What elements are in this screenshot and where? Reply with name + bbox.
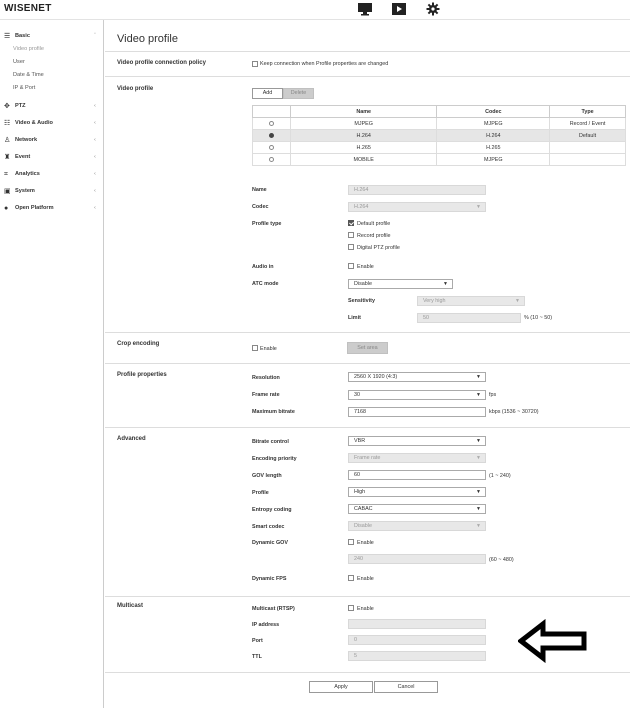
table-row[interactable]	[253, 130, 626, 142]
max-bitrate-range-text: kbps (1536 ~ 30720)	[489, 409, 539, 415]
sidebar-group-video-audio[interactable]	[0, 118, 104, 130]
profile-radio[interactable]	[269, 133, 274, 138]
chevron-left-icon: ‹	[94, 188, 96, 194]
gov-length-input[interactable]: 60	[348, 470, 486, 480]
section-profile-properties: Profile properties	[117, 372, 167, 378]
smart-codec-value: Disable	[354, 523, 372, 529]
record-profile-checkbox[interactable]	[348, 232, 354, 238]
sidebar-item-date-time[interactable]: Date & Time	[13, 72, 44, 78]
ip-address-label: IP address	[252, 622, 280, 628]
divider	[105, 76, 630, 77]
table-cell-type	[550, 142, 626, 154]
section-crop-encoding: Crop encoding	[117, 341, 160, 347]
dynamic-gov-checkbox[interactable]	[348, 539, 354, 545]
dynamic-gov-input[interactable]: 240	[348, 554, 486, 564]
codec-label: Codec	[252, 204, 269, 210]
move-icon: ✥	[4, 103, 10, 110]
frame-rate-unit: fps	[489, 392, 497, 398]
port-input[interactable]: 0	[348, 635, 486, 645]
default-profile-label: Default profile	[357, 221, 391, 227]
sidebar-group-label: Open Platform	[15, 205, 54, 211]
profile-radio[interactable]	[269, 121, 274, 126]
sensitivity-label: Sensitivity	[348, 298, 375, 304]
name-label: Name	[252, 187, 267, 193]
section-multicast: Multicast	[117, 603, 144, 609]
ttl-label: TTL	[252, 654, 262, 660]
frame-rate-value: 30	[354, 392, 360, 398]
atc-mode-select[interactable]	[348, 279, 453, 289]
smart-codec-label: Smart codec	[252, 524, 285, 530]
sidebar-group-label: PTZ	[15, 103, 26, 109]
table-header-select	[253, 106, 291, 118]
profile-type-label: Profile type	[252, 221, 282, 227]
dynamic-gov-range-text: (60 ~ 480)	[489, 557, 514, 563]
table-cell-type: Default	[550, 130, 626, 142]
table-cell-codec: H.264	[437, 130, 550, 142]
table-cell-name: MJPEG	[290, 118, 437, 130]
dropdown-caret-icon: ▼	[515, 298, 520, 304]
divider	[105, 51, 630, 52]
profile-select[interactable]	[348, 487, 486, 497]
max-bitrate-label: Maximum bitrate	[252, 409, 295, 415]
name-input[interactable]: H.264	[348, 185, 486, 195]
dropdown-caret-icon: ▼	[476, 523, 481, 529]
port-label: Port	[252, 638, 263, 644]
dropdown-caret-icon: ▼	[476, 489, 481, 495]
row-select-cell[interactable]	[253, 130, 291, 142]
table-header-type: Type	[550, 106, 626, 118]
monitor-icon[interactable]	[357, 2, 373, 16]
table-cell-codec: MJPEG	[437, 154, 550, 166]
top-bar	[0, 0, 630, 20]
play-icon[interactable]	[391, 2, 407, 16]
divider	[105, 672, 630, 673]
multicast-rtsp-checkbox[interactable]	[348, 605, 354, 611]
table-cell-name: MOBILE	[290, 154, 437, 166]
table-cell-type	[550, 154, 626, 166]
codec-value: H.264	[354, 204, 369, 210]
sidebar-group-event[interactable]	[0, 152, 104, 164]
main-content	[105, 20, 630, 708]
section-connection-policy: Video profile connection policy	[117, 60, 206, 66]
audio-in-enable-label: Enable	[357, 264, 374, 270]
divider	[105, 596, 630, 597]
bell-icon: ♜	[4, 154, 11, 161]
frame-rate-select[interactable]	[348, 390, 486, 400]
list-icon: ☰	[4, 33, 11, 40]
chevron-left-icon: ‹	[94, 103, 96, 109]
chevron-left-icon: ‹	[94, 154, 96, 160]
dropdown-caret-icon: ▼	[476, 455, 481, 461]
ip-address-input[interactable]	[348, 619, 486, 629]
set-area-button[interactable]: Set area	[347, 342, 388, 354]
sidebar-group-analytics[interactable]	[0, 169, 104, 181]
sidebar-item-video-profile[interactable]: Video profile	[13, 46, 44, 52]
chevron-up-icon: ˇ	[94, 33, 96, 39]
gov-length-range-text: (1 ~ 240)	[489, 473, 511, 479]
sidebar-group-label: System	[15, 188, 35, 194]
resolution-select[interactable]	[348, 372, 486, 382]
delete-button[interactable]: Delete	[283, 88, 314, 99]
table-header-name: Name	[290, 106, 437, 118]
add-button[interactable]: Add	[252, 88, 283, 99]
dynamic-fps-checkbox[interactable]	[348, 575, 354, 581]
row-select-cell[interactable]	[253, 142, 291, 154]
max-bitrate-input[interactable]: 7168	[348, 407, 486, 417]
crop-encoding-checkbox[interactable]	[252, 345, 258, 351]
profile-radio[interactable]	[269, 145, 274, 150]
ttl-input[interactable]: 5	[348, 651, 486, 661]
table-cell-codec: MJPEG	[437, 118, 550, 130]
divider	[105, 332, 630, 333]
profile-label: Profile	[252, 490, 269, 496]
dropdown-caret-icon: ▼	[476, 438, 481, 444]
multicast-enable-label: Enable	[357, 606, 374, 612]
digital-ptz-profile-checkbox[interactable]	[348, 244, 354, 250]
sidebar-group-label: Basic	[15, 33, 30, 39]
left-arrow-icon	[518, 619, 588, 663]
sidebar-group-ptz[interactable]	[0, 101, 104, 113]
digital-ptz-profile-label: Digital PTZ profile	[357, 245, 400, 251]
chevron-left-icon: ‹	[94, 120, 96, 126]
row-select-cell[interactable]	[253, 118, 291, 130]
limit-range-text: % (10 ~ 50)	[524, 315, 553, 321]
default-profile-checkbox[interactable]	[348, 220, 354, 226]
sidebar	[0, 20, 104, 708]
sidebar-item-user[interactable]: User	[13, 59, 25, 65]
platform-icon: ●	[4, 205, 9, 212]
audio-in-checkbox[interactable]	[348, 263, 354, 269]
profile-value: High	[354, 489, 366, 495]
codec-select[interactable]	[348, 202, 486, 212]
dropdown-caret-icon: ▼	[476, 392, 481, 398]
sidebar-group-network[interactable]	[0, 135, 104, 147]
encoding-priority-select[interactable]	[348, 453, 486, 463]
bitrate-control-label: Bitrate control	[252, 439, 289, 445]
smart-codec-select[interactable]	[348, 521, 486, 531]
system-icon: ▣	[4, 188, 11, 195]
dropdown-caret-icon: ▼	[476, 506, 481, 512]
table-cell-name: H.265	[290, 142, 437, 154]
sensitivity-select[interactable]	[417, 296, 525, 306]
profile-radio[interactable]	[269, 157, 274, 162]
sidebar-group-system[interactable]	[0, 186, 104, 198]
table-header-codec: Codec	[437, 106, 550, 118]
page-title: Video profile	[117, 33, 178, 45]
divider	[105, 363, 630, 364]
row-select-cell[interactable]	[253, 154, 291, 166]
bitrate-control-select[interactable]	[348, 436, 486, 446]
entropy-coding-value: CABAC	[354, 506, 373, 512]
dropdown-caret-icon: ▼	[476, 374, 481, 380]
audio-in-label: Audio in	[252, 264, 274, 270]
sidebar-group-basic[interactable]	[0, 31, 104, 43]
dynamic-gov-label: Dynamic GOV	[252, 540, 288, 546]
dynamic-gov-enable-label: Enable	[357, 540, 374, 546]
resolution-label: Resolution	[252, 375, 280, 381]
table-row[interactable]	[253, 154, 626, 166]
sensitivity-value: Very high	[423, 298, 446, 304]
atc-mode-value: Disable	[354, 281, 372, 287]
analytics-icon: ⌗	[4, 171, 8, 178]
profile-table	[252, 105, 626, 166]
crop-encoding-enable-label: Enable	[260, 346, 277, 352]
sliders-icon: ☷	[4, 120, 11, 127]
gear-icon[interactable]	[425, 2, 441, 16]
encoding-priority-label: Encoding priority	[252, 456, 297, 462]
dropdown-caret-icon: ▼	[443, 281, 448, 287]
table-row[interactable]	[253, 118, 626, 130]
network-icon: ♙	[4, 137, 11, 144]
sidebar-item-ip-port[interactable]: IP & Port	[13, 85, 36, 91]
entropy-coding-select[interactable]	[348, 504, 486, 514]
sidebar-group-open-platform[interactable]	[0, 203, 104, 215]
dropdown-caret-icon: ▼	[476, 204, 481, 210]
chevron-left-icon: ‹	[94, 171, 96, 177]
keep-connection-checkbox[interactable]	[252, 61, 258, 67]
sidebar-group-label: Analytics	[15, 171, 40, 177]
chevron-left-icon: ‹	[94, 137, 96, 143]
atc-mode-label: ATC mode	[252, 281, 279, 287]
limit-input[interactable]: 50	[417, 313, 521, 323]
wisenet-logo: WISENET	[4, 3, 52, 14]
dynamic-fps-label: Dynamic FPS	[252, 576, 287, 582]
sidebar-group-label: Network	[15, 137, 38, 143]
entropy-coding-label: Entropy coding	[252, 507, 292, 513]
table-cell-codec: H.265	[437, 142, 550, 154]
sidebar-group-label: Event	[15, 154, 31, 160]
table-cell-name: H.264	[290, 130, 437, 142]
frame-rate-label: Frame rate	[252, 392, 280, 398]
bitrate-control-value: VBR	[354, 438, 366, 444]
table-cell-type: Record / Event	[550, 118, 626, 130]
table-header-row	[253, 106, 626, 118]
resolution-value: 2560 X 1920 (4:3)	[354, 374, 398, 380]
encoding-priority-value: Frame rate	[354, 455, 381, 461]
gov-length-label: GOV length	[252, 473, 282, 479]
chevron-left-icon: ‹	[94, 205, 96, 211]
table-row[interactable]	[253, 142, 626, 154]
dynamic-fps-enable-label: Enable	[357, 576, 374, 582]
cancel-button[interactable]: Cancel	[374, 681, 438, 693]
multicast-rtsp-label: Multicast (RTSP)	[252, 606, 295, 612]
section-advanced: Advanced	[117, 436, 146, 442]
limit-label: Limit	[348, 315, 361, 321]
apply-button[interactable]: Apply	[309, 681, 373, 693]
section-video-profile: Video profile	[117, 86, 154, 92]
sidebar-group-label: Video & Audio	[15, 120, 53, 126]
keep-connection-label: Keep connection when Profile properties are changed	[260, 61, 389, 67]
record-profile-label: Record profile	[357, 233, 391, 239]
divider	[105, 427, 630, 428]
